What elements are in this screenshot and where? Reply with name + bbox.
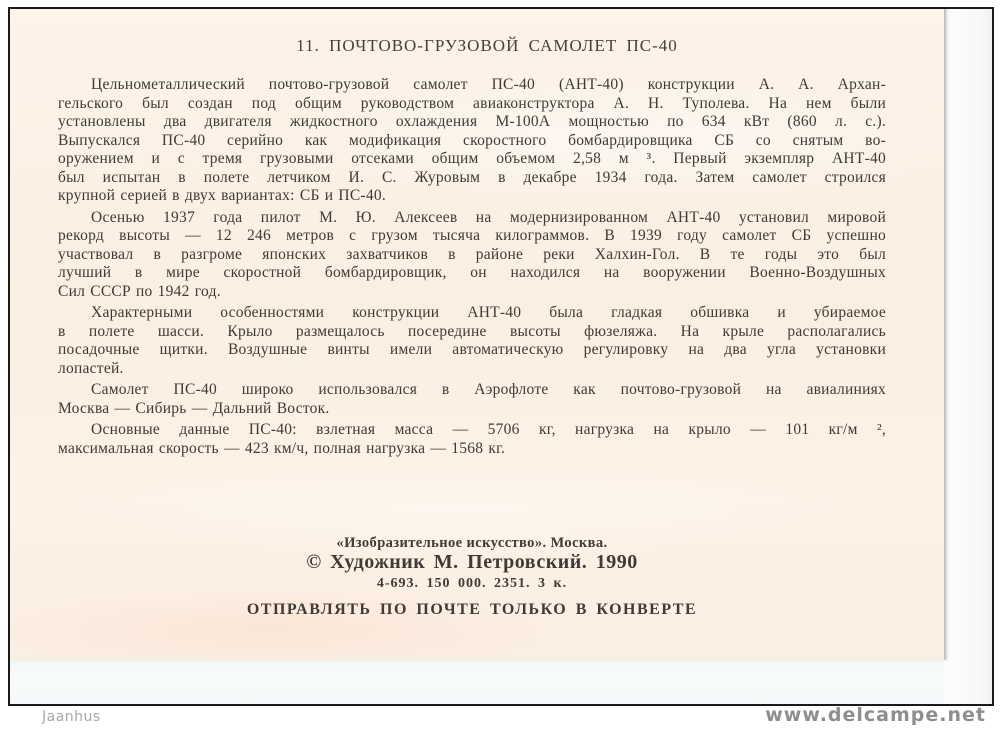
- imprint-block: [58, 536, 886, 619]
- postcard-back: [10, 9, 946, 660]
- body-line: Сил СССР по 1942 год.: [58, 282, 221, 300]
- print-code-line: 4-693. 150 000. 2351. 3 к.: [376, 576, 568, 591]
- paragraph: [58, 381, 886, 418]
- body-line: оружением и с тремя грузовыми отсеками общим объемом 2,58 м ³. Первый экземпляр АНТ-40: [58, 150, 886, 167]
- paragraph: [58, 421, 886, 458]
- body-line: Цельнометаллический почтово-грузовой самолет ПС-40 (АНТ-40) конструкции А. А. Архан-: [91, 76, 886, 93]
- postcard-title: 11. ПОЧТОВО-ГРУЗОВОЙ САМОЛЕТ ПС-40: [296, 36, 678, 55]
- body-line: Основные данные ПС-40: взлетная масса — 5706 кг, нагрузка на крыло — 101 кг/м ²,: [91, 421, 886, 438]
- body-line: был испытан в полете летчиком И. С. Журовым в декабре 1934 года. Затем самолет строился: [58, 168, 886, 186]
- paragraph: [58, 304, 886, 378]
- body-line: участвовал в разгроме японских захватчиков в районе реки Халхин-Гол. В те годы это был: [58, 245, 886, 263]
- postcard-content: [58, 9, 886, 618]
- body-line: лучший в мире скоростной бомбардировщик, он находился на вооружении Военно-Воздушных: [58, 264, 886, 281]
- postcard-body: [58, 76, 886, 458]
- body-line: Самолет ПС-40 широко использовался в Аэрофлоте как почтово-грузовой на авиалиниях: [91, 381, 886, 398]
- artist-copyright-line: © Художник М. Петровский. 1990: [306, 551, 638, 573]
- postcard-scan: [8, 7, 994, 706]
- watermark-seller: Jaanhus: [42, 709, 101, 725]
- paragraph: [58, 209, 886, 302]
- body-line: максимальная скорость — 423 км/ч, полная нагрузка — 1568 кг.: [58, 439, 506, 457]
- body-line: посадочные щитки. Воздушные винты имели автоматическую регулировку на два угла установки: [58, 341, 886, 358]
- body-line: рекорд высоты — 12 246 метров с грузом тысяча килограммов. В 1939 году самолет СБ успешно: [58, 227, 886, 244]
- body-line: установлены два двигателя жидкостного охлаждения М-100А мощностью по 634 кВт (860 л. с.).: [58, 113, 886, 130]
- mailing-notice-line: ОТПРАВЛЯТЬ ПО ПОЧТЕ ТОЛЬКО В КОНВЕРТЕ: [246, 601, 698, 618]
- body-line: Характерными особенностями конструкции АНТ-40 была гладкая обшивка и убираемое: [91, 304, 886, 321]
- body-line: гельского был создан под общим руководством авиаконструктора А. Н. Туполева. На нем были: [58, 94, 886, 112]
- watermark-site: www.delcampe.net: [765, 704, 986, 726]
- body-line: в полете шасси. Крыло размещалось посередине высоты фюзеляжа. На крыле располагались: [58, 322, 886, 340]
- scanner-margin-right: [948, 9, 992, 704]
- body-line: крупной серией в двух вариантах: СБ и ПС-40.: [58, 187, 386, 204]
- body-line: Выпускался ПС-40 серийно как модификация скоростного бомбардировщика СБ со снятым во-: [58, 131, 886, 149]
- body-line: лопастей.: [58, 359, 124, 377]
- paragraph: [58, 76, 886, 206]
- publisher-line: «Изобразительное искусство». Москва.: [336, 535, 608, 551]
- scanner-margin-bottom: [10, 660, 944, 704]
- body-line: Москва — Сибирь — Дальний Восток.: [58, 399, 330, 417]
- body-line: Осенью 1937 года пилот М. Ю. Алексеев на модернизированном АНТ-40 установил мировой: [91, 208, 886, 226]
